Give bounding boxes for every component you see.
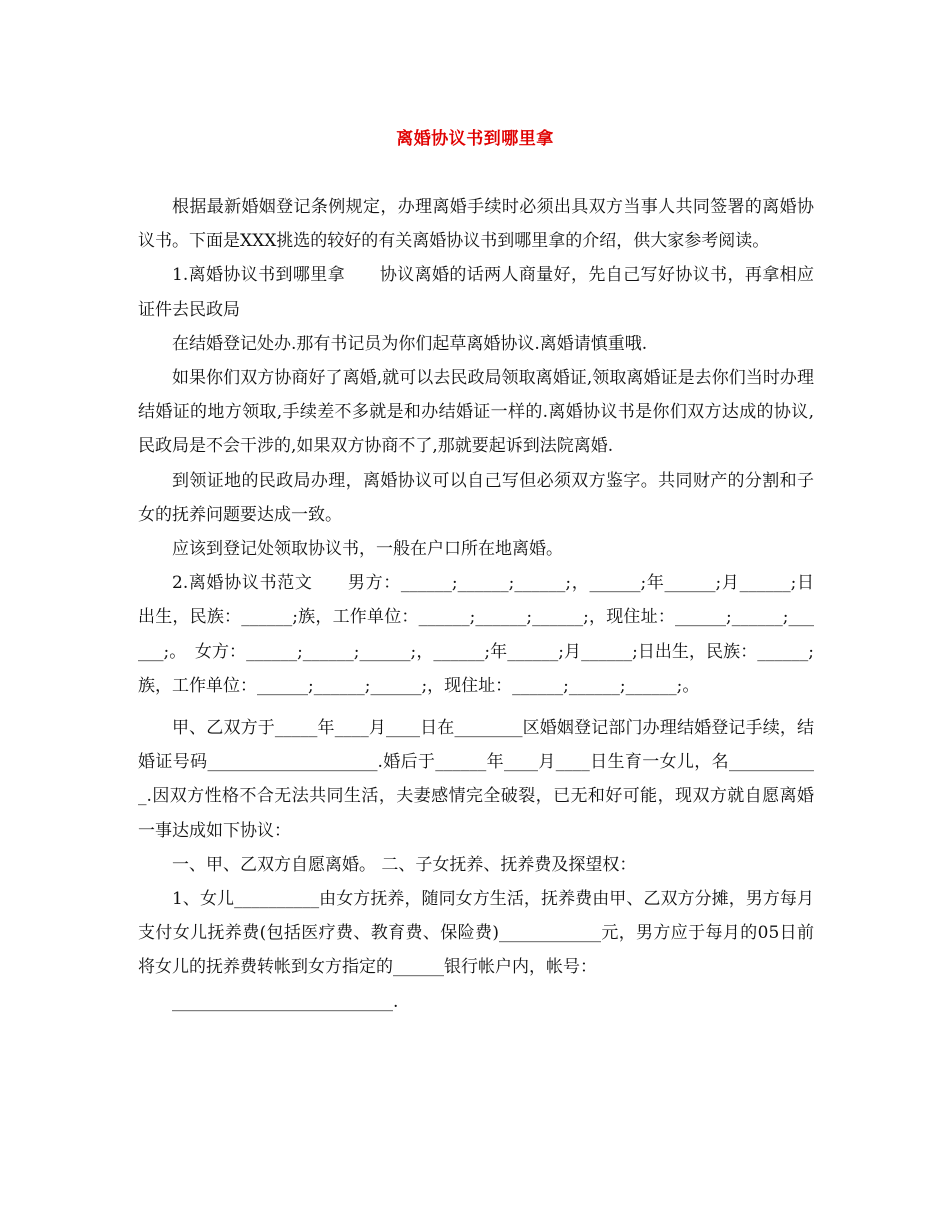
paragraph-clauses: 一、甲、乙双方自愿离婚。 二、子女抚养、抚养费及探望权： <box>172 854 637 875</box>
paragraph-marriage-details: 甲、乙双方于_____年____月____日在________区婚姻登记部门办理结婚登记手续，结婚证号码____________________.婚后于______年____月____日生育一女儿，名___________.因双方性格不合无法共同生活，夫妻感情完全破裂，已无和好可能，现双方就自愿离婚一事达成如下协议： <box>138 718 814 841</box>
paragraph-intro: 根据最新婚姻登记条例规定，办理离婚手续时必须出具双方当事人共同签署的离婚协议书。下面是XXX挑选的较好的有关离婚协议书到哪里拿的介绍，供大家参考阅读。 <box>138 197 814 252</box>
paragraph-where-to-get: 1.离婚协议书到哪里拿 协议离婚的话两人商量好，先自己写好协议书，再拿相应证件去民政局 <box>138 265 814 320</box>
document-body <box>138 190 814 1019</box>
paragraph-registry-office: 在结婚登记处办.那有书记员为你们起草离婚协议.离婚请慎重哦. <box>172 333 648 354</box>
document-title: 离婚协议书到哪里拿 <box>396 129 554 149</box>
paragraph-sample-form: 2.离婚协议书范文 男方：______;______;______;，______;年______;月______;日出生，民族：______;族，工作单位：______;______;______;，现住址：______;______;______;。 女方：______;______;______;，______;年______;月______;日出生，民族：______;族，工作单位：______;______;______;，现住址：______;______;______;。 <box>138 573 814 696</box>
paragraph-account-line: __________________________. <box>172 991 399 1012</box>
paragraph-registration-place: 应该到登记处领取协议书，一般在户口所在地离婚。 <box>172 539 563 560</box>
paragraph-child-support: 1、女儿__________由女方抚养，随同女方生活，抚养费由甲、乙双方分摊，男方每月支付女儿抚养费(包括医疗费、教育费、保险费)____________元，男方应于每月的05日前将女儿的抚养费转帐到女方指定的______银行帐户内，帐号： <box>138 889 814 978</box>
paragraph-civil-affairs: 如果你们双方协商好了离婚,就可以去民政局领取离婚证,领取离婚证是去你们当时办理结婚证的地方领取,手续差不多就是和办结婚证一样的.离婚协议书是你们双方达成的协议,民政局是不会干涉的,如果双方协商不了,那就要起诉到法院离婚. <box>138 368 814 457</box>
paragraph-bureau-procedure: 到领证地的民政局办理，离婚协议可以自己写但必须双方鉴字。共同财产的分割和子女的抚养问题要达成一致。 <box>138 470 814 525</box>
